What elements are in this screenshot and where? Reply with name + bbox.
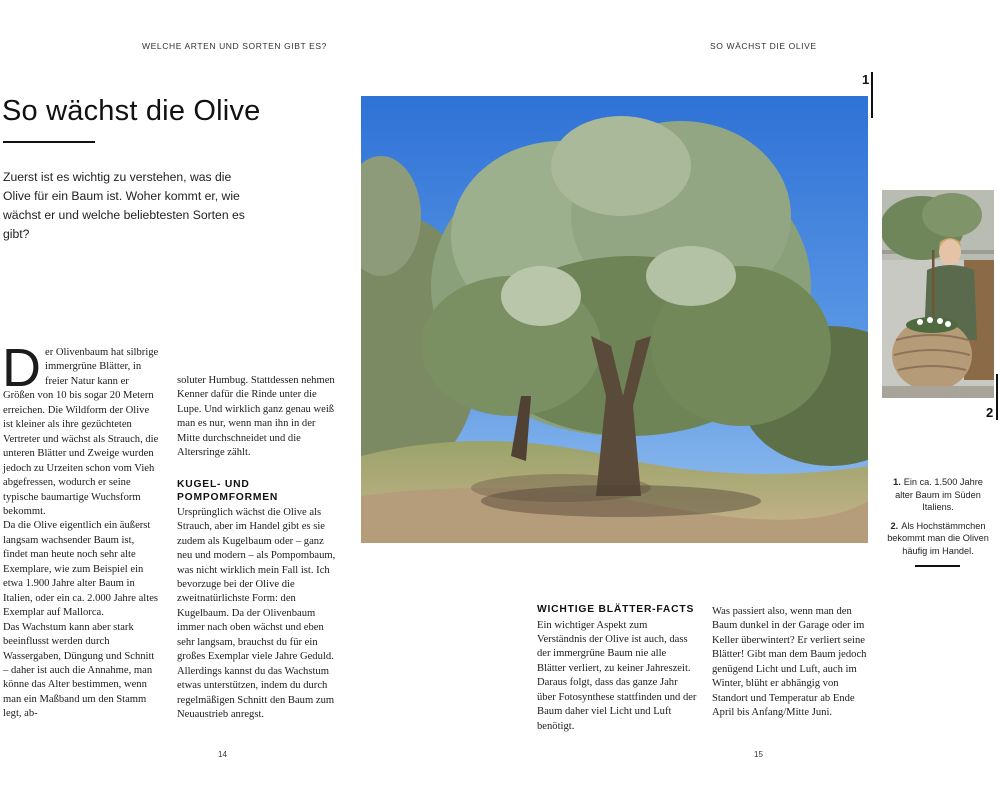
olive-tree-photo (361, 96, 868, 543)
left-page-number: 14 (218, 750, 227, 759)
subhead-blaetter-facts: WICHTIGE BLÄTTER-FACTS (537, 604, 695, 615)
column-1-paragraph-2: Da die Olive eigentlich ein äußerst langsam wachsender Baum ist, findet man heute noch sehr alte Exemplare, wie zum Beispiel ein etwa 1.900 Jahre alter Baum in Italien, oder ein ca. 2.000 Jahre altes Exemplar auf Mallorca. (3, 520, 159, 619)
caption-rule (915, 565, 960, 567)
page-title: So wächst die Olive (2, 95, 261, 127)
left-running-head: WELCHE ARTEN UND SORTEN GIBT ES? (142, 41, 327, 51)
woman-with-olive-illustration (882, 190, 994, 398)
body-column-1 (2, 338, 161, 722)
body-column-3 (537, 603, 697, 734)
right-page-number: 15 (754, 750, 763, 759)
figure-marker-1: 1 (862, 72, 870, 87)
olive-tree-illustration (361, 96, 868, 543)
column-3-paragraph-1: Ein wichtiger Aspekt zum Verständnis der Olive ist auch, dass der immergrüne Baum nie alle Blätter verliert, zu keiner Jahreszeit. Daraus folgt, dass das ganze Jahr über Fotosynthese stattfinden und der Baum daher viel Licht und Luft benötigt. (537, 619, 697, 732)
column-2-paragraph-2: Ursprünglich wächst die Olive als Strauch, aber im Handel gibt es sie zudem als Kugelbaum oder – ganz neu und modern – als Pompombaum, was nicht wirklich mein Fall ist. Ich bevorzuge bei der Olive die zweitnatürlichste Form: den Kugelbaum. Da der Olivenbaum immer nach oben wächst und eben sehr langsam, brauchst du für ein großes Exemplar viele Jahre Geduld. Allerdings kannst du das Wachstum etwas unterstützen, indem du durch regelmäßigen Schnitt den Baum zum Neuaustrieb anregst. (177, 506, 336, 721)
figure-marker-1-line (871, 72, 873, 118)
woman-with-olive-tree-photo (882, 190, 994, 398)
drop-cap: D (2, 338, 41, 398)
figure-captions (884, 476, 992, 564)
caption-1: 1. Ein ca. 1.500 Jahre alter Baum im Süden Italiens. (893, 477, 983, 513)
figure-marker-2: 2 (986, 405, 994, 420)
body-column-4 (712, 605, 872, 721)
title-underline (3, 141, 95, 143)
column-1-paragraph-3: Das Wachstum kann aber stark beeinflusst werden durch Wassergaben, Düngung und Schnitt – daher ist auch die Annahme, man könne das Alter bestimmen, wenn man ein Maßband um den Stamm legt, ab- (3, 621, 155, 720)
subhead-kugel-pompom: KUGEL- UND POMPOMFORMEN (177, 478, 279, 504)
column-1-paragraph-1: Der Olivenbaum hat silbrige immergrüne Blätter, in freier Natur kann er Größen von 10 bis sogar 20 Metern erreichen. Die Wildform der Olive ist kleiner als ihre gezüchteten Vertreter und wächst als Strauch, die unteren Blätter und Zweige wurden jedoch zu Urzeiten schon vom Vieh abgefressen, wodurch er seine typische baumartige Wuchsform bekommt. (2, 338, 159, 517)
body-column-2 (177, 374, 337, 723)
right-running-head: SO WÄCHST DIE OLIVE (710, 41, 817, 51)
caption-2: 2. Als Hochstämmchen bekommt man die Oliven häufig im Handel. (887, 520, 989, 556)
column-2-paragraph-1: soluter Humbug. Stattdessen nehmen Kenner dafür die Rinde unter die Lupe. Und wirklich ganz genau weiß man es nur, wenn man ihn in der Mitte durchschneidet und die Altersringe zählt. (177, 375, 335, 459)
lead-paragraph: Zuerst ist es wichtig zu verstehen, was die Olive für ein Baum ist. Woher kommt er, wie wächst er und welche beliebtesten Sorten es gibt? (3, 170, 245, 241)
column-4-paragraph-1: Was passiert also, wenn man den Baum dunkel in der Garage oder im Keller überwintert? Er verliert seine Blätter! Gibt man dem Baum jedoch genügend Licht und Luft, auch im Winter, blüht er abhängig von Standort und Temperatur ab Ende April bis Anfang/Mitte Juni. (712, 606, 867, 719)
figure-marker-2-line (996, 374, 998, 420)
